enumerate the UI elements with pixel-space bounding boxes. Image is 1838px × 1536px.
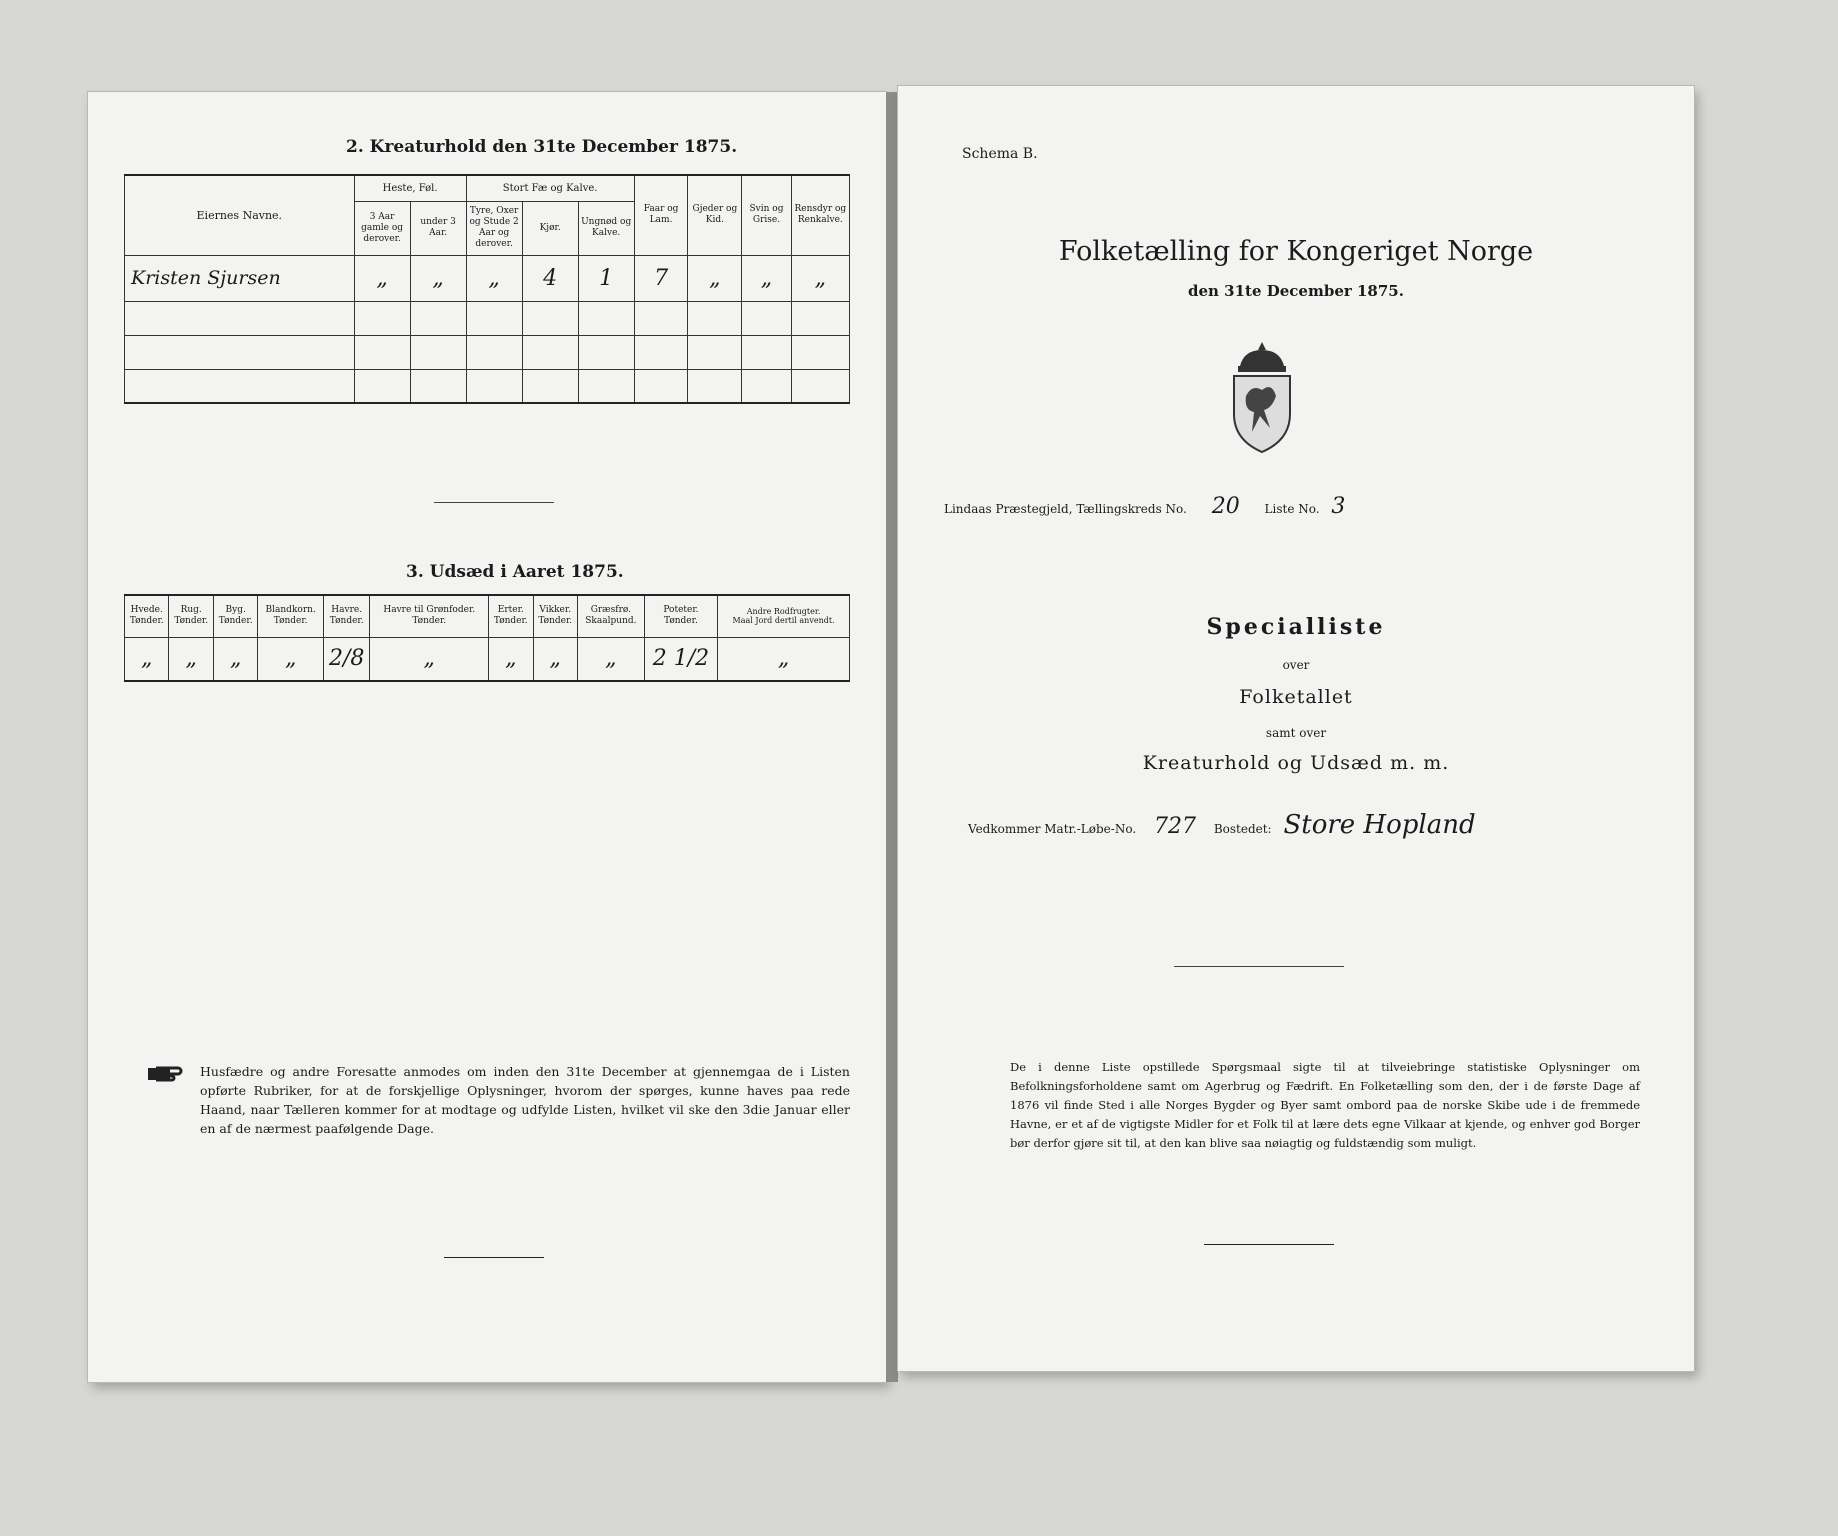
prestegjeld-label: Lindaas Præstegjeld, bbox=[944, 502, 1073, 516]
sowing-header: Havre. Tønder. bbox=[323, 595, 370, 637]
liste-label: Liste No. bbox=[1264, 502, 1320, 516]
heste-header: Heste, Føl. bbox=[354, 175, 466, 201]
kreds-value: 20 bbox=[1211, 494, 1240, 519]
sowing-header: Havre til Grønfoder. Tønder. bbox=[370, 595, 489, 637]
sowing-header: Erter. Tønder. bbox=[489, 595, 533, 637]
value-cell: „ bbox=[742, 255, 791, 301]
value-cell: „ bbox=[791, 255, 849, 301]
matr-label: Vedkommer Matr.-Løbe-No. bbox=[968, 822, 1137, 836]
divider bbox=[434, 502, 554, 503]
coat-of-arms-icon bbox=[1222, 336, 1302, 460]
specialliste-heading: Specialliste bbox=[1206, 614, 1386, 640]
divider bbox=[1204, 1244, 1334, 1245]
divider bbox=[444, 1257, 544, 1258]
value-cell: „ bbox=[489, 637, 533, 681]
value-cell: „ bbox=[258, 637, 324, 681]
page-spine bbox=[886, 92, 898, 1382]
left-page bbox=[88, 92, 886, 1382]
heste-sub1: 3 Aar gamle og derover. bbox=[354, 201, 410, 255]
district-line bbox=[944, 494, 1353, 519]
rensdyr-header: Rensdyr og Renkalve. bbox=[791, 175, 849, 255]
stort-sub2: Kjør. bbox=[522, 201, 578, 255]
owner-name: Kristen Sjursen bbox=[125, 255, 355, 301]
faar-header: Faar og Lam. bbox=[634, 175, 688, 255]
bosted-value: Store Hopland bbox=[1283, 810, 1476, 840]
value-cell: „ bbox=[169, 637, 213, 681]
sowing-header: Hvede. Tønder. bbox=[125, 595, 169, 637]
sowing-header: Andre Rodfrugter. Maal Jord dertil anvendt. bbox=[718, 595, 850, 637]
svin-header: Svin og Grise. bbox=[742, 175, 791, 255]
owner-header: Eiernes Navne. bbox=[125, 175, 355, 255]
sowing-header-row bbox=[125, 595, 850, 637]
value-cell: 7 bbox=[634, 255, 688, 301]
livestock-table bbox=[124, 174, 850, 404]
schema-label: Schema B. bbox=[962, 146, 1038, 162]
divider bbox=[1174, 966, 1344, 967]
footer-text: De i denne Liste opstillede Spørgsmaal sigte til at tilveiebringe statistiske Oplysninger om Befolkningsforholdene samt om Agerbrug og Fædrift. En Folketælling som den, der i de første Dage af 1876 vil finde Sted i alle Norges Bygder og Byer samt ombord paa de norske Skibe ude i de fremmede Havne, er et af de vigtigste Midler for et Folk til at lære dets egne Vilkaar at kjende, og enhver god Borger bør derfor gjøre sit til, at den kan blive saa nøiagtig og fuldstændig som muligt. bbox=[1010, 1060, 1640, 1150]
value-cell: „ bbox=[410, 255, 466, 301]
value-cell: „ bbox=[213, 637, 257, 681]
value-cell: „ bbox=[125, 637, 169, 681]
value-cell: 1 bbox=[578, 255, 634, 301]
over-text: over bbox=[1282, 658, 1310, 672]
value-cell: „ bbox=[533, 637, 577, 681]
stort-sub3: Ungnød og Kalve. bbox=[578, 201, 634, 255]
value-cell: 4 bbox=[522, 255, 578, 301]
stort-header: Stort Fæ og Kalve. bbox=[466, 175, 634, 201]
sowing-header: Græsfrø. Skaalpund. bbox=[577, 595, 644, 637]
stort-sub1: Tyre, Oxer og Stude 2 Aar og derover. bbox=[466, 201, 522, 255]
right-page bbox=[898, 86, 1694, 1371]
value-cell: „ bbox=[577, 637, 644, 681]
section3-title: 3. Udsæd i Aaret 1875. bbox=[406, 562, 624, 582]
table-row bbox=[125, 255, 850, 301]
notice-text: Husfædre og andre Foresatte anmodes om inden den 31te December at gjennemgaa de i Listen opførte Rubriker, for at de forskjellige Oplysninger, hvorom der spørges, kunne haves paa rede Haand, naar Tælleren kommer for at modtage og udfylde Listen, hvilket vil ske den 3die Januar eller en af de nærmest paafølgende Dage. bbox=[200, 1064, 850, 1136]
value-cell: „ bbox=[354, 255, 410, 301]
matr-line bbox=[968, 810, 1476, 840]
section2-title: 2. Kreaturhold den 31te December 1875. bbox=[346, 137, 738, 157]
kreaturhold-text: Kreaturhold og Udsæd m. m. bbox=[1142, 752, 1450, 774]
matr-value: 727 bbox=[1154, 814, 1196, 839]
value-cell: 2/8 bbox=[323, 637, 370, 681]
sowing-header: Vikker. Tønder. bbox=[533, 595, 577, 637]
sowing-table bbox=[124, 594, 850, 682]
value-cell: „ bbox=[718, 637, 850, 681]
pointing-hand-icon bbox=[148, 1064, 190, 1088]
value-cell: 2 1/2 bbox=[644, 637, 717, 681]
census-title: Folketælling for Kongeriget Norge bbox=[1058, 236, 1534, 267]
sowing-header: Byg. Tønder. bbox=[213, 595, 257, 637]
bosted-label: Bostedet: bbox=[1213, 822, 1272, 836]
kreds-label: Tællingskreds No. bbox=[1076, 502, 1187, 516]
folketallet-text: Folketallet bbox=[1239, 686, 1353, 708]
value-cell: „ bbox=[466, 255, 522, 301]
census-date: den 31te December 1875. bbox=[1188, 282, 1404, 300]
value-cell: „ bbox=[688, 255, 742, 301]
table-row bbox=[125, 637, 850, 681]
value-cell: „ bbox=[370, 637, 489, 681]
heste-sub2: under 3 Aar. bbox=[410, 201, 466, 255]
liste-value: 3 bbox=[1331, 494, 1346, 519]
gjeder-header: Gjeder og Kid. bbox=[688, 175, 742, 255]
sowing-header: Blandkorn. Tønder. bbox=[258, 595, 324, 637]
samt-over-text: samt over bbox=[1265, 726, 1327, 740]
sowing-header: Poteter. Tønder. bbox=[644, 595, 717, 637]
sowing-header: Rug. Tønder. bbox=[169, 595, 213, 637]
